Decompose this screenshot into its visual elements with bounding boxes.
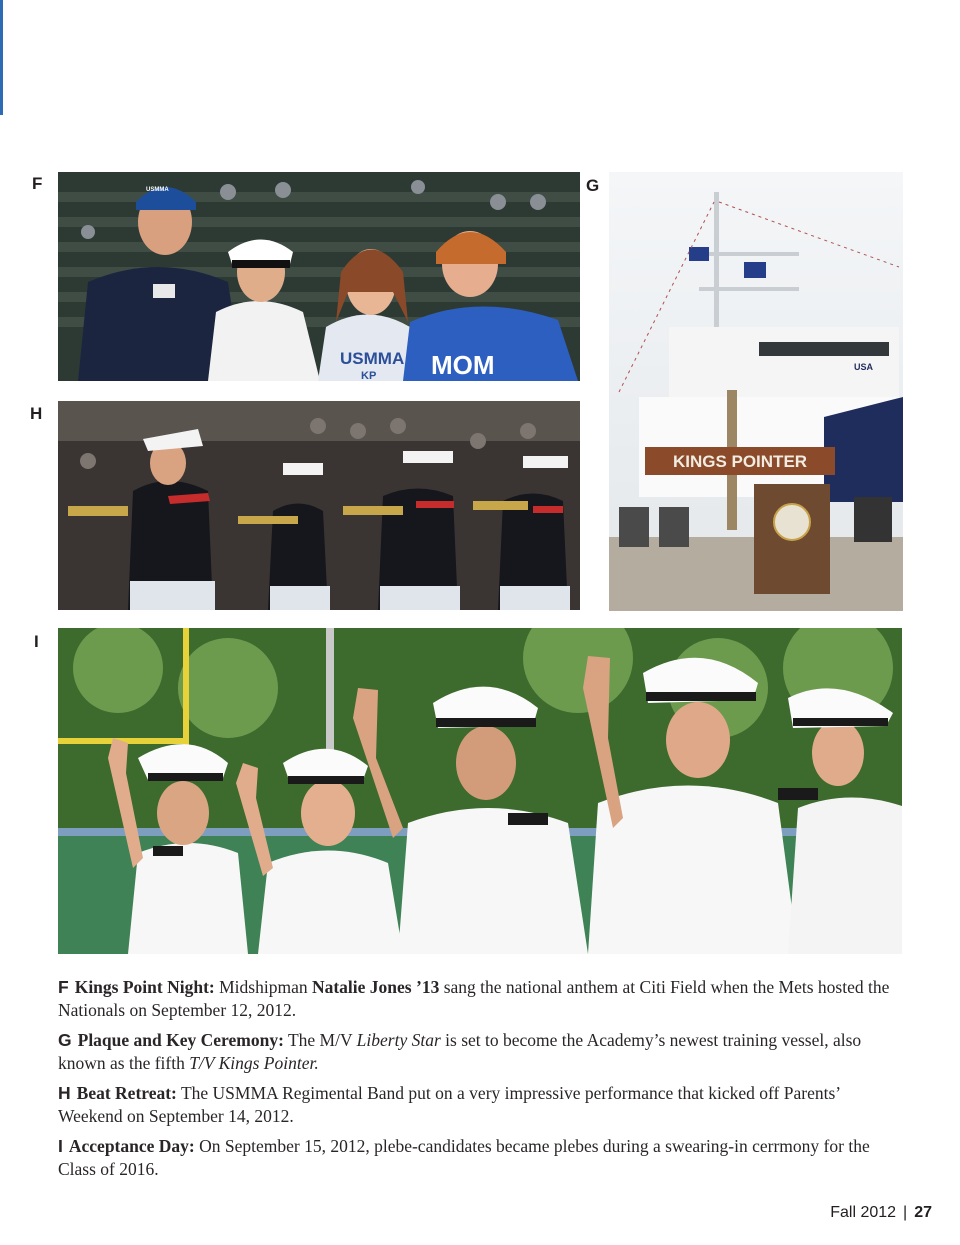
issue-label: Fall 2012: [830, 1204, 897, 1221]
caption-letter: I: [58, 1136, 63, 1156]
caption-vessel-name: Liberty Star: [356, 1030, 441, 1050]
shirt-text-kp: KP: [361, 370, 377, 381]
photo-beat-retreat: [58, 401, 580, 610]
photo-acceptance-day: [58, 628, 902, 954]
caption-text: The M/V: [283, 1030, 357, 1050]
caption-title: Acceptance Day:: [68, 1136, 195, 1156]
caption-title: Beat Retreat:: [76, 1083, 177, 1103]
caption-name: Natalie Jones ’13: [311, 977, 440, 997]
caption-letter: G: [58, 1030, 72, 1050]
shirt-text-mom: MOM: [431, 350, 495, 380]
caption-block: [58, 976, 908, 1188]
caption-text: sang the national anthem at Citi Field when the Mets hosted the Nationals on September 12, 2012.: [58, 977, 890, 1020]
ship-sign-text: KINGS POINTER: [672, 452, 808, 471]
ship-usa-text: USA: [854, 362, 874, 372]
caption-text: The USMMA Regimental Band put on a very impressive performance that kicked off Parents’ Weekend on September 14, 2012.: [58, 1083, 840, 1126]
caption-letter: F: [58, 977, 69, 997]
photo-label-g: G: [586, 176, 600, 195]
caption-title: Kings Point Night:: [74, 977, 215, 997]
photo-kings-point-night: [58, 172, 580, 381]
photo-label-i: I: [34, 632, 39, 651]
caption-text: Midshipman: [214, 977, 312, 997]
photo-label-f: F: [32, 174, 43, 193]
caption-text: On September 15, 2012, plebe-candidates became plebes during a swearing-in cerrmony for the Class of 2016.: [58, 1136, 870, 1179]
caption-title: Plaque and Key Ceremony:: [77, 1030, 284, 1050]
caption-g: [58, 1029, 908, 1075]
cap-badge-text: USMMA: [146, 187, 169, 193]
photo-plaque-ceremony: [609, 172, 903, 611]
footer-separator: |: [903, 1204, 908, 1221]
caption-h: [58, 1082, 908, 1128]
page-footer: [830, 1204, 932, 1222]
caption-text: is set to become the Academy’s newest training vessel, also known as the fifth: [58, 1030, 862, 1073]
shirt-text-usmma: USMMA: [340, 349, 405, 368]
caption-letter: H: [58, 1083, 71, 1103]
edge-accent-bar: [0, 0, 3, 115]
caption-vessel-name: T/V Kings Pointer.: [189, 1053, 319, 1073]
page-number: 27: [914, 1204, 932, 1221]
photo-label-h: H: [30, 404, 43, 423]
caption-i: [58, 1135, 908, 1181]
caption-f: [58, 976, 908, 1022]
